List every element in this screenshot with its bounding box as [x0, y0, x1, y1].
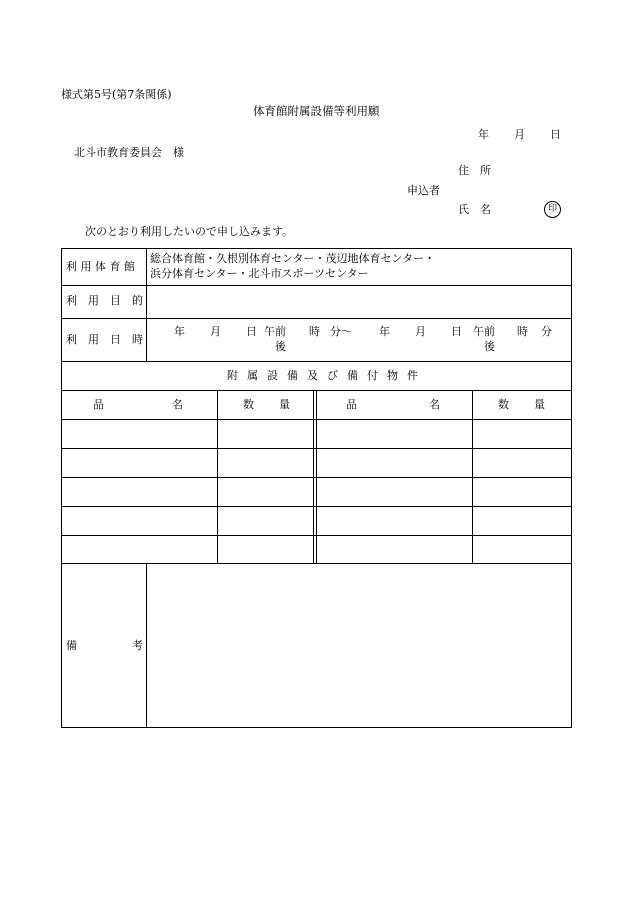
addressee: 北斗市教育委員会 様	[74, 146, 184, 159]
address-label: 住 所	[458, 164, 491, 177]
dt-start-pm: 後	[275, 340, 286, 353]
seal-icon: 印	[544, 201, 561, 218]
dt-start-year: 年	[174, 325, 185, 338]
dt-start-day: 日	[246, 325, 257, 338]
dt-end-day: 日	[451, 325, 462, 338]
col-quantity-1: 数量	[243, 398, 315, 411]
dt-end-am: 午前	[473, 325, 495, 338]
col-item-name-1: 品名	[93, 398, 251, 411]
dt-end-minute: 分	[541, 325, 552, 338]
remarks-label: 備考	[66, 639, 198, 652]
equipment-header: 附属設備及び備付物件	[227, 369, 427, 382]
dt-end-hour: 時	[517, 325, 528, 338]
facility-options-line2: 浜分体育センター・北斗市スポーツセンター	[150, 267, 369, 280]
date-year-label: 年	[478, 128, 489, 141]
form-number: 様式第5号(第7条関係)	[61, 88, 172, 101]
intro-text: 次のとおり利用したいので申し込みます。	[85, 225, 294, 238]
facility-options-line1: 総合体育館・久根別体育センター・茂辺地体育センター・	[150, 252, 436, 265]
col-item-name-2: 品名	[346, 398, 512, 411]
dt-end-month: 月	[415, 325, 426, 338]
dt-start-month: 月	[210, 325, 221, 338]
purpose-label: 利用目的	[66, 294, 154, 307]
dt-start-hour: 時	[309, 325, 320, 338]
dt-end-pm: 後	[484, 340, 495, 353]
dt-start-minute: 分〜	[330, 325, 352, 338]
facility-label: 利用体育館	[66, 260, 139, 273]
name-label: 氏 名	[458, 203, 491, 216]
applicant-label: 申込者	[407, 184, 440, 197]
date-month-label: 月	[514, 128, 525, 141]
form-title: 体育館附属設備等利用願	[253, 104, 380, 118]
datetime-label: 利用日時	[66, 333, 154, 346]
dt-start-am: 午前	[264, 325, 286, 338]
dt-end-year: 年	[379, 325, 390, 338]
col-quantity-2: 数量	[498, 398, 570, 411]
date-day-label: 日	[550, 128, 561, 141]
